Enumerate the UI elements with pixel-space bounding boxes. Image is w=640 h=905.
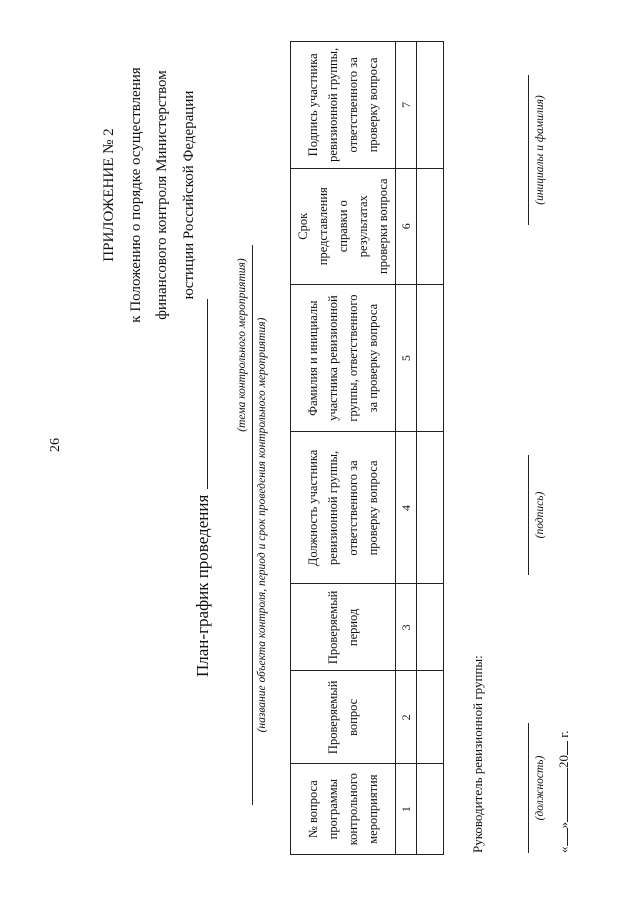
table-cell — [417, 764, 444, 855]
month-fill-line — [556, 768, 568, 822]
annex-title: ПРИЛОЖЕНИЕ № 2 — [101, 128, 117, 262]
header-cell: Проверяемый период — [291, 584, 396, 671]
position-fill-line — [528, 723, 529, 853]
column-number: 7 — [396, 42, 417, 169]
header-cell: № вопроса программы контрольного мероприятия — [291, 764, 396, 855]
date-open-quote: « — [556, 846, 571, 853]
table-cell — [417, 168, 444, 284]
column-number: 6 — [396, 168, 417, 284]
date-century: 20 — [556, 755, 571, 768]
schedule-table — [290, 41, 444, 855]
year-fill-line — [556, 741, 568, 755]
topic-caption: (тема контрольного мероприятия) — [236, 258, 248, 432]
header-cell: Должность участника ревизионной группы, ответственного за проверку вопроса — [291, 432, 396, 584]
table-cell — [417, 284, 444, 432]
plan-title-line — [193, 299, 213, 677]
column-number: 1 — [396, 764, 417, 855]
annex-line: к Положению о порядке осуществления — [127, 67, 144, 323]
table-cell — [417, 671, 444, 764]
table-number-row — [396, 42, 417, 855]
topic-fill-line — [193, 299, 208, 489]
date-close-quote: » — [556, 822, 571, 829]
column-number: 3 — [396, 584, 417, 671]
name-fill-line — [528, 75, 529, 225]
object-caption: (название объекта контроля, период и срок проведения контрольного мероприятия) — [256, 317, 268, 733]
date-year-suffix: г. — [556, 730, 571, 738]
day-fill-line — [556, 829, 568, 847]
name-caption: (инициалы и фамилия) — [534, 95, 546, 205]
plan-title: План-график проведения — [193, 494, 212, 677]
column-number: 5 — [396, 284, 417, 432]
column-number: 2 — [396, 671, 417, 764]
table-row — [417, 42, 444, 855]
annex-line: юстиции Российской Федерации — [180, 90, 197, 300]
signature-fill-line — [528, 455, 529, 575]
header-cell: Проверяемый вопрос — [291, 671, 396, 764]
date-line — [556, 731, 572, 853]
table-header-row — [291, 42, 396, 855]
annex-header — [96, 0, 202, 405]
header-cell: Фамилия и инициалы участника ревизионной группы, ответственного за проверку вопроса — [291, 284, 396, 432]
header-cell: Подпись участника ревизионной группы, ответственного за проверку вопроса — [291, 42, 396, 169]
table-cell — [417, 432, 444, 584]
table-cell — [417, 584, 444, 671]
table-cell — [417, 42, 444, 169]
column-number: 4 — [396, 432, 417, 584]
signature-caption: (подпись) — [534, 491, 546, 539]
page-number: 26 — [48, 438, 63, 452]
group-head-label: Руководитель ревизионной группы: — [470, 655, 485, 853]
position-caption: (должность) — [534, 755, 546, 821]
annex-line: финансового контроля Министерством — [154, 70, 170, 320]
header-cell: Срок представления справки о результатах проверки вопроса — [291, 168, 396, 284]
object-fill-line — [252, 245, 253, 805]
